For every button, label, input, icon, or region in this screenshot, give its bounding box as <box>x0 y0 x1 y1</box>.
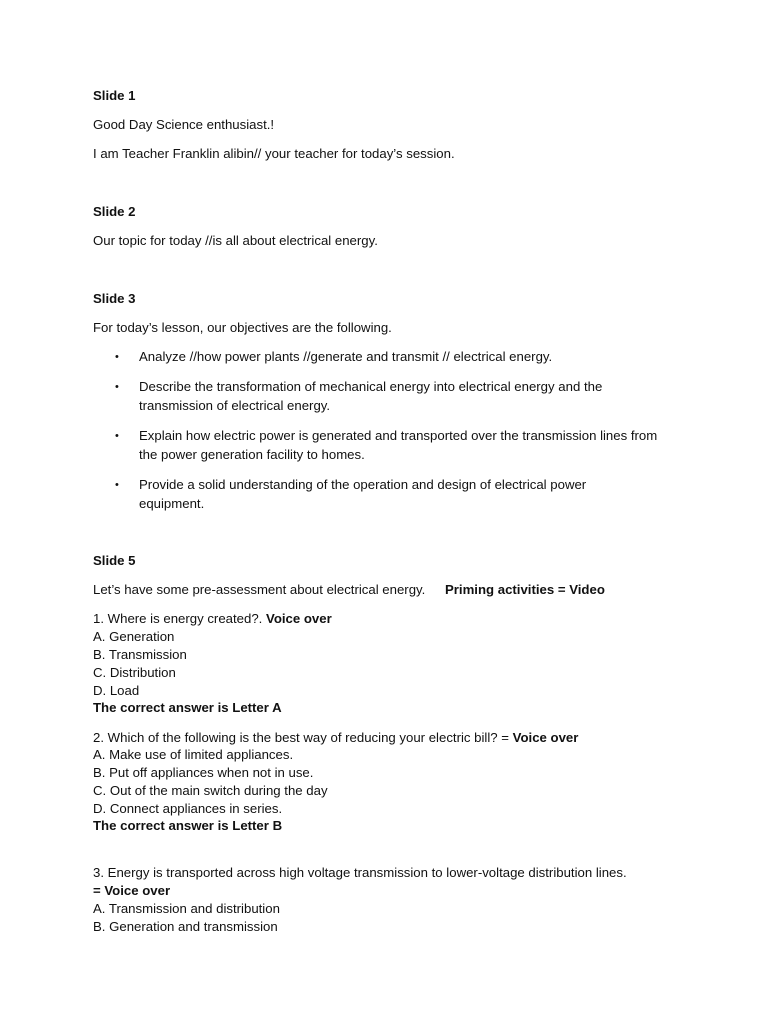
bullet-icon: • <box>115 430 119 442</box>
question-text: 2. Which of the following is the best way of reducing your electric bill? = <box>93 730 509 745</box>
bullet-icon: • <box>115 479 119 491</box>
question-text: 1. Where is energy created?. <box>93 611 263 626</box>
option-c: C. Distribution <box>93 665 176 680</box>
question-line <box>93 610 332 628</box>
voice-over-tag: = Voice over <box>93 883 171 898</box>
question-line <box>93 729 578 747</box>
slide-1-heading: Slide 1 <box>93 88 136 103</box>
objective-text: Provide a solid understanding of the operation and design of electrical power equipment. <box>139 477 587 511</box>
correct-answer: The correct answer is Letter A <box>93 700 282 715</box>
slide-5-heading: Slide 5 <box>93 553 136 568</box>
objective-text: Explain how electric power is generated and transported over the transmission lines from the power generation facility to homes. <box>139 428 658 462</box>
pre-assessment-text: Let’s have some pre-assessment about electrical energy. <box>93 582 426 597</box>
objectives-intro: For today’s lesson, our objectives are the following. <box>93 320 392 335</box>
option-a: A. Transmission and distribution <box>93 901 280 916</box>
priming-note: Priming activities = Video <box>444 582 605 597</box>
option-a: A. Generation <box>93 629 175 644</box>
objective-text: Analyze //how power plants //generate and transmit // electrical energy. <box>139 349 553 364</box>
topic-text: Our topic for today //is all about electrical energy. <box>93 233 378 248</box>
introduction-text: I am Teacher Franklin alibin// your teacher for today’s session. <box>93 146 455 161</box>
bullet-icon: • <box>115 381 119 393</box>
option-c: C. Out of the main switch during the day <box>93 783 328 798</box>
option-b: B. Transmission <box>93 647 187 662</box>
option-d: D. Connect appliances in series. <box>93 801 283 816</box>
question-text: 3. Energy is transported across high voltage transmission to lower-voltage distribution lines. <box>93 865 627 880</box>
option-b: B. Put off appliances when not in use. <box>93 765 314 780</box>
correct-answer: The correct answer is Letter B <box>93 818 283 833</box>
voice-over-tag: Voice over <box>266 611 332 626</box>
greeting-text: Good Day Science enthusiast.! <box>93 117 275 132</box>
option-a: A. Make use of limited appliances. <box>93 747 294 762</box>
slide-2-heading: Slide 2 <box>93 204 136 219</box>
voice-over-tag: Voice over <box>512 730 579 745</box>
option-d: D. Load <box>93 683 140 698</box>
bullet-icon: • <box>115 351 119 363</box>
objective-text: Describe the transformation of mechanical energy into electrical energy and the transmission of electrical energy. <box>139 379 603 413</box>
pre-assessment-intro <box>93 581 605 599</box>
slide-3-heading: Slide 3 <box>93 291 136 306</box>
option-b: B. Generation and transmission <box>93 919 278 934</box>
